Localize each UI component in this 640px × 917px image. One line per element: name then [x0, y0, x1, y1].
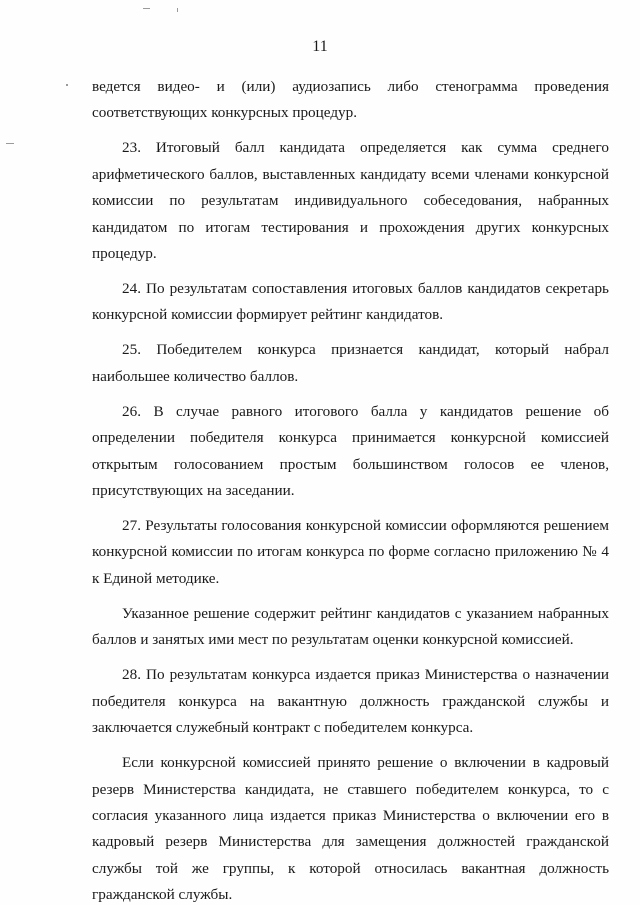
paragraph-28-reserve: Если конкурсной комиссией принято решение о включении в кадровый резерв Министерства кандидата, не ставшего победителем конкурса, то с согласия указанного лица издается приказ Министерства о включении его в кадровый резерв Министерства для замещения должностей гражданской службы той же группы, к которой относилась вакантная должность гражданской службы. [92, 754, 609, 904]
paragraph-continuation: ведется видео- и (или) аудиозапись либо стенограмма проведения соответствующих конкурсных процедур. [92, 78, 609, 122]
paragraph-27: 27. Результаты голосования конкурсной комиссии оформляются решением конкурсной комиссии по итогам конкурса по форме согласно приложению № 4 к Единой методике. [92, 517, 609, 587]
scan-mark-top-2 [177, 8, 178, 12]
paragraph-26: 26. В случае равного итогового балла у кандидатов решение об определении победителя конкурса принимается конкурсной комиссией открытым голосованием простым большинством голосов ее членов, присутствующих на заседании. [92, 402, 609, 500]
scan-mark-left-2 [6, 143, 14, 144]
paragraph-24: 24. По результатам сопоставления итоговых баллов кандидатов секретарь конкурсной комиссии формирует рейтинг кандидатов. [92, 280, 609, 324]
paragraph-28: 28. По результатам конкурса издается приказ Министерства о назначении победителя конкурса на вакантную должность гражданской службы и заключается служебный контракт с победителем конкурса. [92, 666, 609, 737]
paragraph-25: 25. Победителем конкурса признается кандидат, который набрал наибольшее количество баллов. [92, 341, 609, 385]
scan-mark-top-1 [143, 8, 150, 9]
paragraph-23: 23. Итоговый балл кандидата определяется как сумма среднего арифметического баллов, выставленных кандидату всеми членами конкурсной комиссии по результатам индивидуального собеседования, набранных кандидатом по итогам тестирования и прохождения других конкурсных процедур. [92, 139, 609, 263]
paragraph-27-decision: Указанное решение содержит рейтинг кандидатов с указанием набранных баллов и занятых ими мест по результатам оценки конкурсной комиссией. [92, 604, 609, 649]
scan-mark-left-1 [66, 84, 68, 86]
document-body [92, 74, 609, 917]
page-number: 11 [312, 38, 328, 55]
